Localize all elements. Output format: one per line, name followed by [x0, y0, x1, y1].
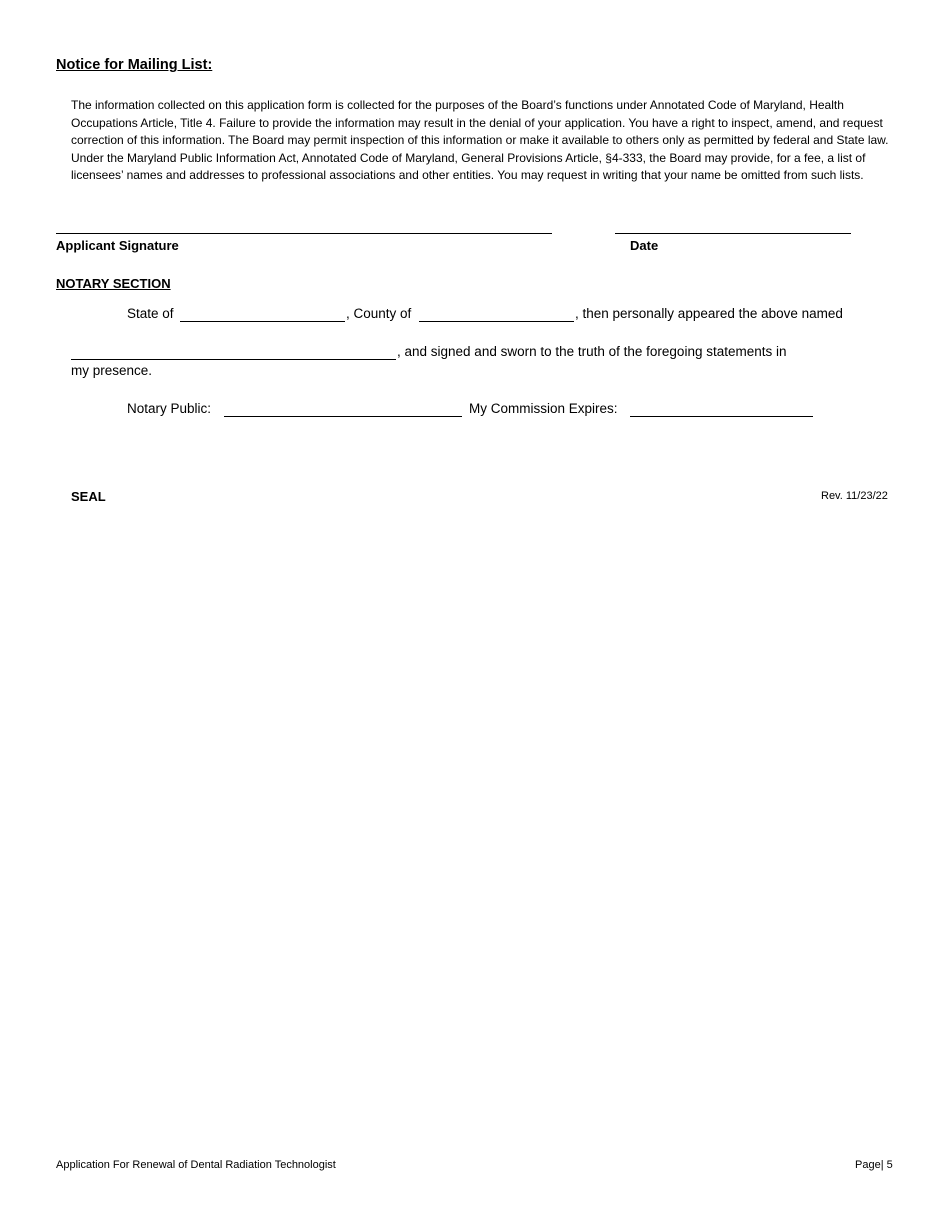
date-label: Date [630, 238, 659, 253]
county-field-line[interactable] [419, 321, 574, 322]
applicant-signature-label: Applicant Signature [56, 238, 179, 253]
applicant-signature-line[interactable] [56, 233, 552, 234]
notary-heading: NOTARY SECTION [56, 276, 171, 291]
appeared-text: , then personally appeared the above named [575, 306, 843, 321]
notice-body: The information collected on this application form is collected for the purposes of the Board’s functions under Annotated Code of Maryland, Health Occupations Article, Title 4. Failure to provide the information may result in the denial of your application. You have a right to inspect, amend, and request correction of this information. The Board may permit inspection of this information or make it available to others only as permitted by federal and State law. Under the Maryland Public Information Act, Annotated Code of Maryland, General Provisions Article, §4-333, the Board may provide, for a fee, a list of licensees’ names and addresses to professional associations and other entities. You may request in writing that your name be omitted from such lists. [71, 98, 889, 183]
footer-title: Application For Renewal of Dental Radiation Technologist [56, 1159, 336, 1171]
commission-expires-line[interactable] [630, 416, 813, 417]
date-line[interactable] [615, 233, 851, 234]
commission-label: My Commission Expires: [469, 401, 618, 416]
notary-public-label: Notary Public: [127, 401, 212, 416]
state-label: State of [127, 306, 174, 321]
seal-label: SEAL [71, 489, 106, 504]
revision-date: Rev. 11/23/22 [821, 490, 888, 502]
notice-heading: Notice for Mailing List: [56, 57, 213, 73]
signed-sworn-text: , and signed and sworn to the truth of the foregoing statements in [397, 344, 787, 359]
county-label: , County of [346, 306, 412, 321]
notary-public-line[interactable] [224, 416, 462, 417]
appeared-name-line[interactable] [71, 359, 396, 360]
presence-text: my presence. [71, 363, 153, 378]
state-field-line[interactable] [180, 321, 345, 322]
page-number: Page| 5 [855, 1159, 893, 1171]
